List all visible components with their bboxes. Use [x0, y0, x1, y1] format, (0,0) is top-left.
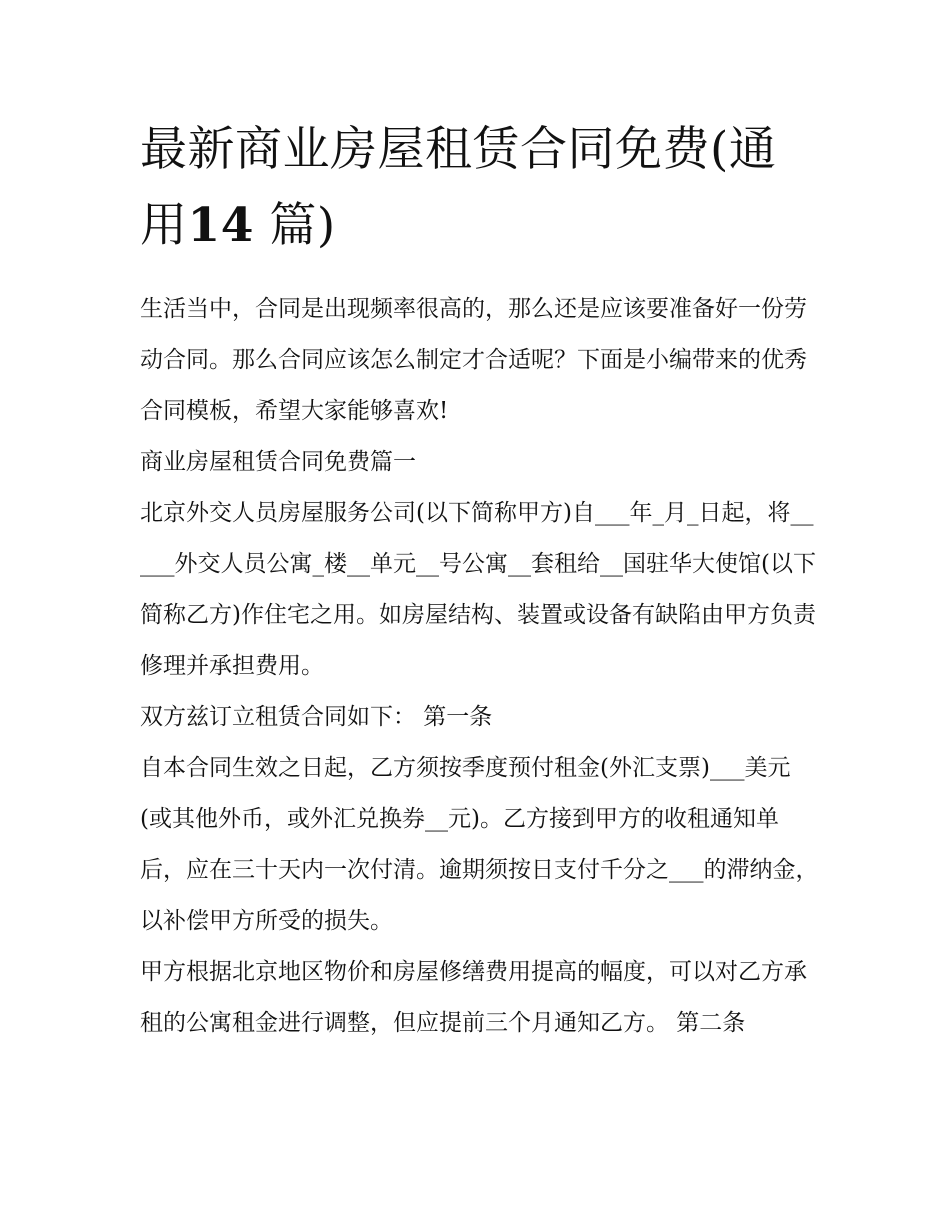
title-prefix: 最新商业房屋租赁合同免费(通用: [140, 122, 777, 253]
title-number: 14: [187, 198, 254, 253]
contract-paragraph: 甲方根据北京地区物价和房屋修缮费用提高的幅度，可以对乙方承租的公寓租金进行调整，但应提前三个月通知乙方。 第二条: [140, 959, 807, 1036]
section-heading: 商业房屋租赁合同免费篇一: [140, 449, 416, 475]
title-suffix: 篇): [269, 198, 336, 253]
document-body: [140, 284, 820, 1049]
intro-paragraph: 生活当中，合同是出现频率很高的，那么还是应该要准备好一份劳动合同。那么合同应该怎么制定才合适呢？下面是小编带来的优秀合同模板，希望大家能够喜欢!: [140, 296, 807, 424]
contract-clause-heading: 双方兹订立租赁合同如下： 第一条: [140, 704, 493, 730]
contract-paragraph: 北京外交人员房屋服务公司(以下简称甲方)自___年_月_日起，将_____外交人员公寓_楼__单元__号公寓__套租给__国驻华大使馆(以下简称乙方)作住宅之用。如房屋结构、装置或设备有缺陷由甲方负责修理并承担费用。: [140, 500, 816, 679]
document-title: [140, 112, 820, 264]
contract-paragraph: 自本合同生效之日起，乙方须按季度预付租金(外汇支票)___美元(或其他外币，或外汇兑换券__元)。乙方接到甲方的收租通知单后，应在三十天内一次付清。逾期须按日支付千分之___的滞纳金，以补偿甲方所受的损失。: [140, 755, 819, 934]
document-page: [140, 112, 820, 1049]
